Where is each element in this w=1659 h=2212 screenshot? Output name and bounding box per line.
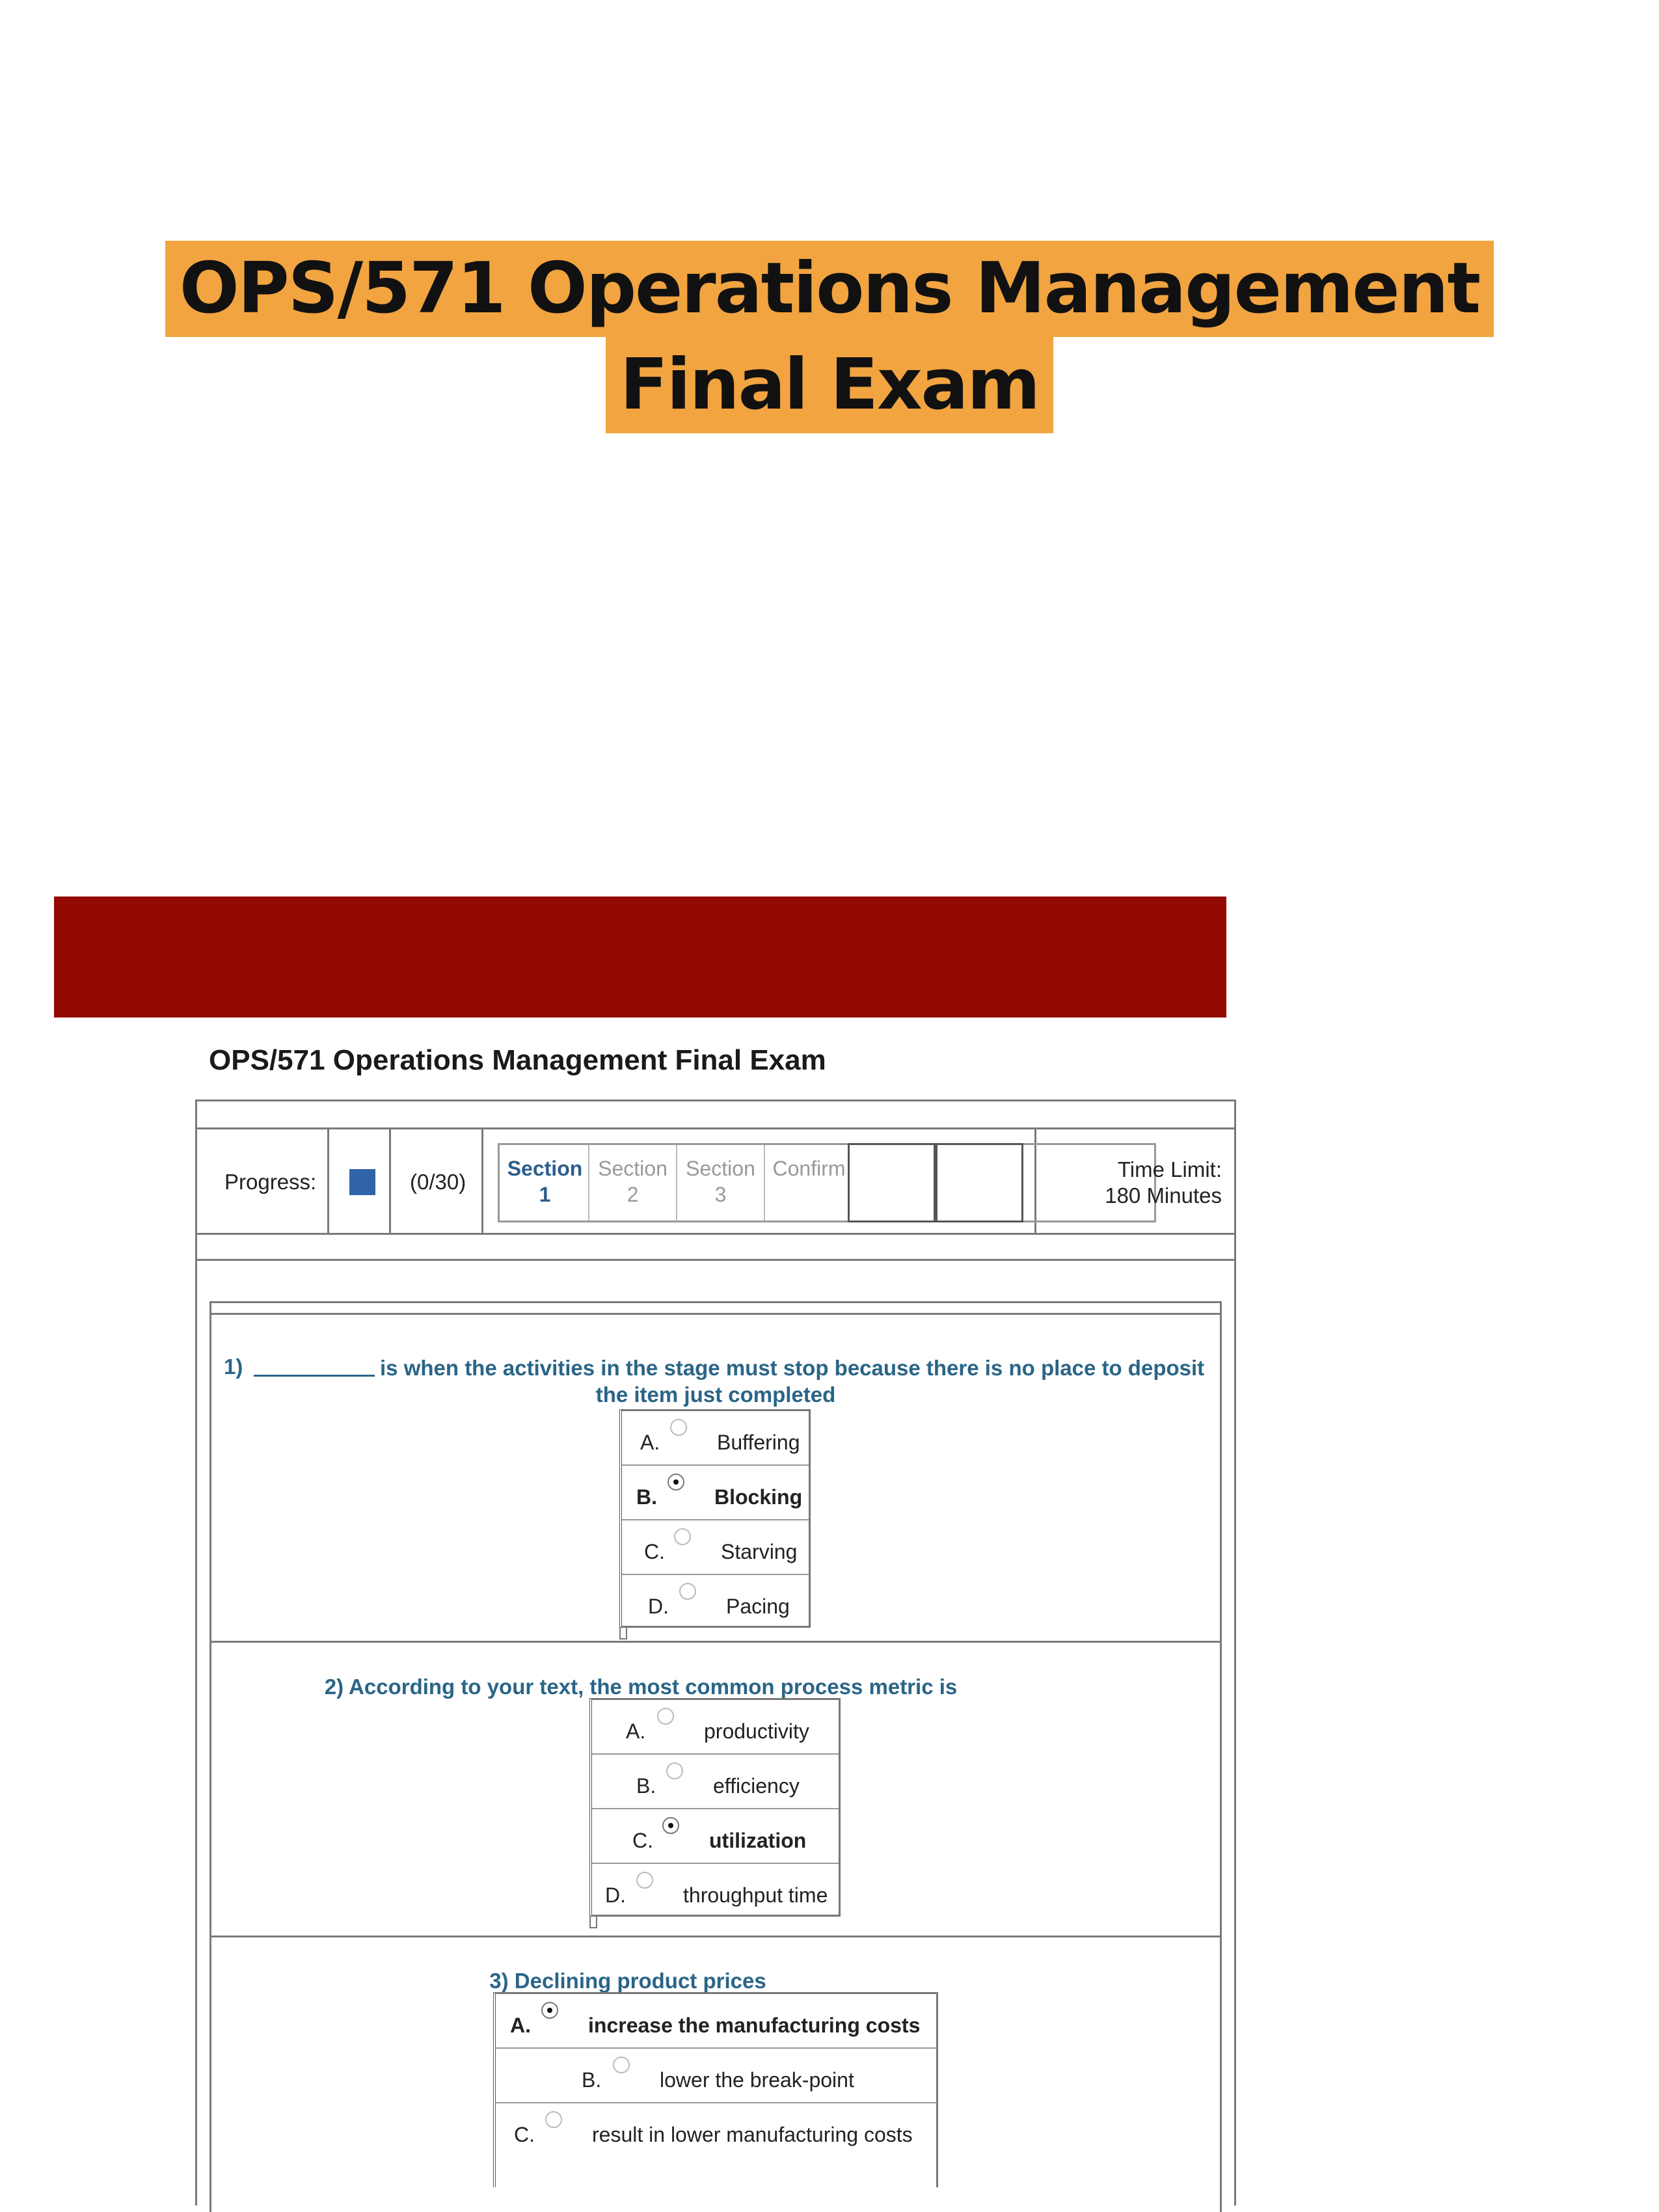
option-row[interactable] bbox=[622, 1575, 809, 1630]
option-text: utilization bbox=[709, 1829, 807, 1852]
option-text: efficiency bbox=[713, 1774, 800, 1798]
radio-button[interactable] bbox=[668, 1474, 684, 1490]
question-1-options bbox=[619, 1409, 811, 1628]
tab-section-2[interactable] bbox=[589, 1145, 677, 1221]
option-row[interactable] bbox=[592, 1755, 839, 1809]
option-letter: A. bbox=[626, 1720, 646, 1743]
option-letter: A. bbox=[510, 2014, 531, 2037]
option-row[interactable] bbox=[622, 1466, 809, 1520]
question-divider bbox=[209, 1641, 1222, 1643]
option-letter: D. bbox=[648, 1595, 669, 1618]
radio-button[interactable] bbox=[545, 2111, 562, 2128]
question-number: 1) bbox=[224, 1355, 243, 1379]
option-text: productivity bbox=[704, 1720, 809, 1743]
question-2-text: 2) According to your text, the most common process metric is bbox=[324, 1675, 958, 1699]
option-letter: A. bbox=[640, 1431, 660, 1454]
option-letter: B. bbox=[636, 1485, 657, 1509]
divider bbox=[389, 1127, 391, 1233]
option-row[interactable] bbox=[622, 1411, 809, 1466]
question-1-text bbox=[249, 1355, 1211, 1381]
answer-blank bbox=[254, 1375, 375, 1377]
question-text-part: is when the activities in the stage must stop because there is no place to deposit bbox=[380, 1356, 1205, 1380]
divider bbox=[195, 1233, 1236, 1235]
option-letter: C. bbox=[644, 1540, 665, 1563]
question-1-text-line2: the item just completed bbox=[595, 1382, 836, 1407]
option-letter: C. bbox=[632, 1829, 653, 1852]
document-title bbox=[0, 241, 1659, 433]
divider bbox=[195, 1127, 1236, 1129]
radio-button[interactable] bbox=[674, 1528, 691, 1545]
tab-label: Section bbox=[598, 1157, 668, 1180]
option-row[interactable] bbox=[592, 1700, 839, 1755]
time-limit-value: 180 Minutes bbox=[1105, 1183, 1222, 1207]
radio-button[interactable] bbox=[679, 1583, 696, 1600]
option-letter: B. bbox=[582, 2068, 602, 2092]
progress-label: Progress: bbox=[224, 1170, 317, 1194]
section-tabs bbox=[498, 1143, 1156, 1222]
title-line-2: Final Exam bbox=[606, 337, 1053, 433]
question-3-text: 3) Declining product prices bbox=[489, 1969, 766, 1993]
radio-button[interactable] bbox=[666, 1762, 683, 1779]
radio-button[interactable] bbox=[541, 2002, 558, 2019]
divider bbox=[481, 1127, 483, 1233]
radio-button[interactable] bbox=[636, 1872, 653, 1889]
option-letter: C. bbox=[514, 2123, 535, 2146]
divider bbox=[327, 1127, 329, 1233]
question-3-options bbox=[493, 1992, 938, 2187]
tab-blank bbox=[936, 1143, 1023, 1222]
progress-count: (0/30) bbox=[410, 1170, 466, 1194]
option-text: lower the break-point bbox=[660, 2068, 854, 2092]
question-2-options bbox=[589, 1698, 841, 1917]
radio-button[interactable] bbox=[657, 1708, 674, 1725]
question-divider bbox=[209, 1936, 1222, 1937]
radio-button[interactable] bbox=[662, 1817, 679, 1834]
table-tail bbox=[619, 1628, 627, 1639]
option-row[interactable] bbox=[496, 1994, 936, 2049]
radio-button[interactable] bbox=[613, 2057, 630, 2073]
tab-number: 3 bbox=[714, 1183, 727, 1206]
tab-number: 1 bbox=[539, 1183, 551, 1206]
option-letter: D. bbox=[605, 1883, 626, 1907]
option-row[interactable] bbox=[592, 1809, 839, 1864]
divider bbox=[209, 1301, 1222, 1303]
option-text: Starving bbox=[721, 1540, 798, 1563]
option-row[interactable] bbox=[496, 2049, 936, 2103]
option-row[interactable] bbox=[622, 1520, 809, 1575]
tab-section-3[interactable] bbox=[677, 1145, 765, 1221]
header-banner bbox=[54, 897, 1226, 1018]
divider bbox=[209, 1313, 1222, 1315]
option-text: throughput time bbox=[683, 1883, 828, 1907]
time-limit bbox=[1105, 1157, 1222, 1209]
option-text: increase the manufacturing costs bbox=[588, 2014, 921, 2037]
option-row[interactable] bbox=[592, 1864, 839, 1919]
tab-number: 2 bbox=[627, 1183, 639, 1206]
option-text: Pacing bbox=[726, 1595, 790, 1618]
radio-button[interactable] bbox=[670, 1419, 687, 1436]
table-tail bbox=[589, 1917, 597, 1928]
option-text: Buffering bbox=[717, 1431, 800, 1454]
divider bbox=[195, 1259, 1236, 1261]
tab-confirm[interactable] bbox=[765, 1145, 853, 1221]
tab-label: Section bbox=[686, 1157, 755, 1180]
tab-label: Confirm bbox=[772, 1157, 846, 1180]
exam-title: OPS/571 Operations Management Final Exam bbox=[209, 1044, 826, 1076]
tab-blank bbox=[848, 1143, 936, 1222]
tab-label: Section bbox=[507, 1157, 583, 1180]
option-letter: B. bbox=[636, 1774, 656, 1798]
title-line-1: OPS/571 Operations Management bbox=[165, 241, 1494, 337]
time-limit-label: Time Limit: bbox=[1117, 1157, 1222, 1181]
option-row[interactable] bbox=[496, 2103, 936, 2158]
option-text: result in lower manufacturing costs bbox=[592, 2123, 913, 2146]
option-text: Blocking bbox=[714, 1485, 803, 1509]
progress-indicator bbox=[349, 1169, 375, 1195]
tab-section-1[interactable] bbox=[502, 1145, 589, 1221]
